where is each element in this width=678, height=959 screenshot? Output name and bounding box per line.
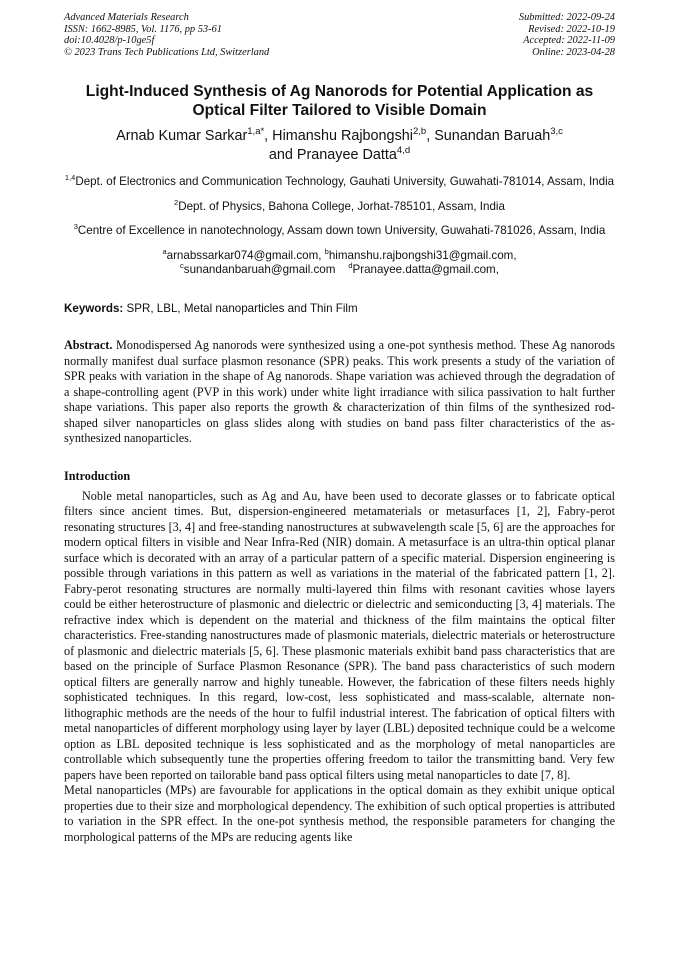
journal-header xyxy=(64,12,615,58)
author-emails xyxy=(64,246,615,278)
publication-dates xyxy=(519,12,615,58)
journal-info xyxy=(64,12,269,58)
author: Sunandan Baruah$^{3,c}$ xyxy=(434,126,563,145)
issn: ISSN: 1662-8985, Vol. 1176, pp 53-61 xyxy=(64,23,222,35)
keywords xyxy=(64,302,615,315)
email-link[interactable]: $^c$sunandanbaruah@gmail.com xyxy=(180,261,336,277)
email-link[interactable]: $^a$arnabssarkar074@gmail.com, xyxy=(162,246,325,262)
doi[interactable]: doi:10.4028/p-10ge5f xyxy=(64,35,155,47)
paragraph: Noble metal nanoparticles, such as Ag and Au, have been used to decorate glasses or to fabricate optical filters since ancient times. But, dispersion-engineered metamaterials or metasurfaces [1, 2], Fabry-perot resonating structures [3, 4] and free-standing nanostructures at subwavelength scale [5, 6] are the approaches for modern optical filters in visible and Near Infra-Red (NIR) domain. A metasurface is an ultra-thin optical planar surface which is decorated with an array of a particular pattern of a specific material. Dispersion engineering is possible through variations in this pattern as well as variations in the material of the fabricated pattern [1, 2]. Fabry-perot resonating structures are normally multi-layered thin films with resonant cavities whose layers could be either heterostructure of plasmonic and dielectric or dielectric and semiconducting [3, 4] materials. The refractive index which is dependent on the material and thickness of the film maintains the optical filter characteristics. Free-standing nanostructures made of plasmonic materials, dielectric materials or heterostructure of plasmonic and dielectric materials [5, 6]. These plasmonic materials exhibit band pass characteristics that are based on the principle of Surface Plasmon Resonance (SPR). The band pass characteristics of such modern optical filters are generally narrow and highly tuneable. However, the fabrication of these filters needs highly sophisticated techniques. In this regard, low-cost, less sophisticated and mass-scalable, alternate non-lithographic methods are the needs of the hour to fulfil industrial interest. The fabrication of optical filters with metal nanoparticles of different morphology using layer by layer (LBL) deposited technique could be a welcome option as LBL deposited technique is less sophisticated and as the morphology of metal nanoparticles are controllable which subsequently tune the properties offering freedom to tailor the transmitting band. Very few papers have been reported on tailorable band pass optical filters using metal nanoparticles to date [7, 8]. xyxy=(64,488,615,782)
abstract-text: Monodispersed Ag nanorods were synthesized using a one-pot synthesis method. These Ag nanorods normally manifest dual surface plasmon resonance (SPR) peaks. This work presents a study of the variation of SPR peaks with variation in the shape of Ag nanorods. Shape variation was achieved through the degradation of a shape-controlling agent (PVP in this work) under white light irradiance with silica passivation to halt further shape variations. This paper also reports the growth & characterization of thin films of the synthesized rod-shaped silver nanoparticles on glass slides along with studies on band pass filter characteristics of the as-synthesized nanoparticles. xyxy=(64,338,615,446)
affiliation: $^3$Centre of Excellence in nanotechnology, Assam down town University, Guwahati-781026, Assam, India xyxy=(73,222,606,238)
online-date: Online: 2023-04-28 xyxy=(532,46,615,58)
paper-title xyxy=(64,82,615,120)
title-line-2: Optical Filter Tailored to Visible Domain xyxy=(192,102,487,120)
keywords-text: SPR, LBL, Metal nanoparticles and Thin Film xyxy=(123,302,358,316)
author: Himanshu Rajbongshi$^{2,b}$, xyxy=(272,126,435,145)
email-link[interactable]: $^d$Pranayee.datta@gmail.com, xyxy=(348,261,499,277)
author: Arnab Kumar Sarkar$^{1,a*}$, xyxy=(116,126,273,145)
title-line-1: Light-Induced Synthesis of Ag Nanorods for Potential Application as xyxy=(85,83,594,101)
submitted-date: Submitted: 2022-09-24 xyxy=(518,12,615,23)
copyright: © 2023 Trans Tech Publications Ltd, Switzerland xyxy=(64,46,270,58)
journal-name: Advanced Materials Research xyxy=(64,12,189,23)
section-heading: Introduction xyxy=(64,468,131,483)
abstract xyxy=(64,338,615,447)
keywords-label: Keywords: xyxy=(64,302,124,316)
author: and Pranayee Datta$^{4,d}$ xyxy=(268,145,411,164)
accepted-date: Accepted: 2022-11-09 xyxy=(523,35,615,47)
affiliation: $^2$Dept. of Physics, Bahona College, Jorhat-785101, Assam, India xyxy=(174,197,505,213)
paragraph: Metal nanoparticles (MPs) are favourable for applications in the optical domain as they exhibit unique optical properties due to their size and morphological dependency. The exhibition of such optical properties is attributed to variation in the SPR effect. In the one-pot synthesis method, the responsible parameters for changing the morphological patterns of the MPs are reducing agents like xyxy=(64,783,615,844)
author-list xyxy=(64,127,615,165)
email-link[interactable]: $^b$himanshu.rajbongshi31@gmail.com, xyxy=(324,246,517,262)
affiliation: $^{1,4}$Dept. of Electronics and Communication Technology, Gauhati University, Guwahati-781014, Assam, India xyxy=(64,173,615,189)
revised-date: Revised: 2022-10-19 xyxy=(528,23,615,35)
abstract-label: Abstract. xyxy=(64,338,113,353)
